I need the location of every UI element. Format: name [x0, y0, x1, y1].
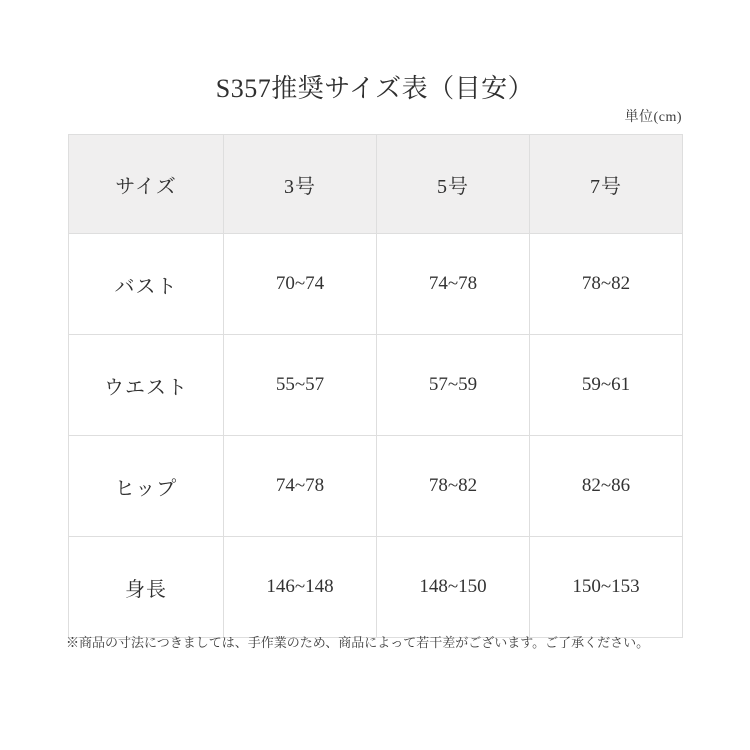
row-label-height: 身長 — [69, 537, 224, 638]
table-header-row — [69, 135, 683, 234]
table-header — [69, 135, 683, 234]
disclaimer-note: ※商品の寸法につきましては、手作業のため、商品によって若干差がございます。ご了承ください。 — [66, 635, 650, 650]
row-label-bust: バスト — [69, 234, 224, 335]
column-header-3: 3号 — [224, 135, 377, 234]
row-label-waist: ウエスト — [69, 335, 224, 436]
size-table — [68, 134, 683, 638]
page-title: S357推奨サイズ表（目安） — [215, 74, 535, 103]
cell-waist-7: 59~61 — [530, 335, 683, 436]
table-body — [69, 234, 683, 638]
row-label-hip: ヒップ — [69, 436, 224, 537]
table-row — [69, 234, 683, 335]
table-row — [69, 335, 683, 436]
cell-waist-3: 55~57 — [224, 335, 377, 436]
column-header-7: 7号 — [530, 135, 683, 234]
column-header-size: サイズ — [69, 135, 224, 234]
cell-bust-5: 74~78 — [377, 234, 530, 335]
cell-hip-5: 78~82 — [377, 436, 530, 537]
cell-waist-5: 57~59 — [377, 335, 530, 436]
unit-label: 単位(cm) — [624, 110, 682, 125]
cell-height-7: 150~153 — [530, 537, 683, 638]
table-row — [69, 436, 683, 537]
table-row — [69, 537, 683, 638]
cell-bust-3: 70~74 — [224, 234, 377, 335]
cell-height-3: 146~148 — [224, 537, 377, 638]
cell-hip-3: 74~78 — [224, 436, 377, 537]
cell-bust-7: 78~82 — [530, 234, 683, 335]
column-header-5: 5号 — [377, 135, 530, 234]
cell-hip-7: 82~86 — [530, 436, 683, 537]
cell-height-5: 148~150 — [377, 537, 530, 638]
